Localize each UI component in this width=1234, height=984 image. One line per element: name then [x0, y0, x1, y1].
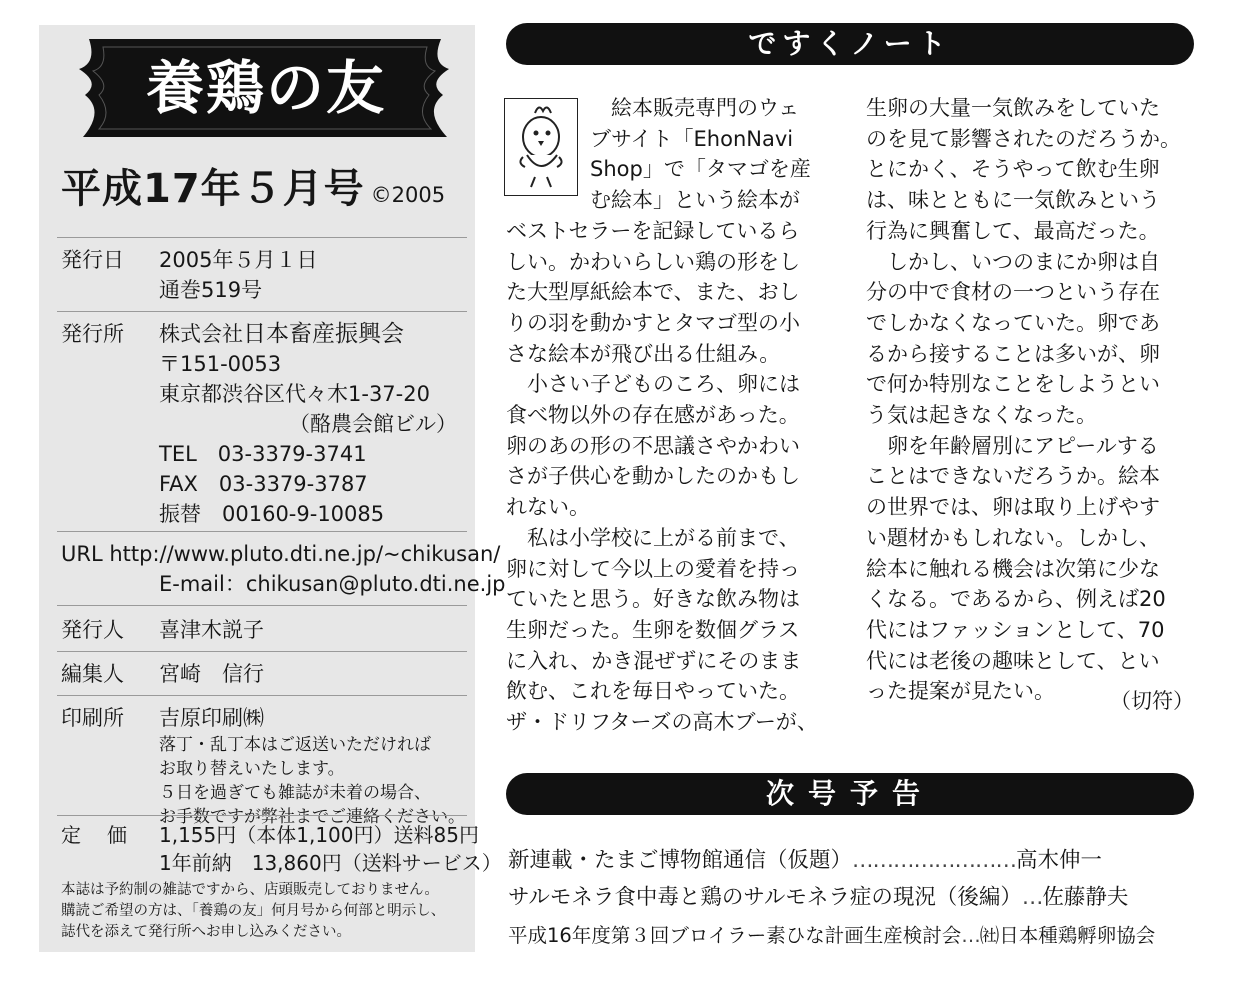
- issuer-name: 喜津木説子: [159, 618, 264, 642]
- return-note-3: ５日を過ぎても雑誌が未着の場合、: [159, 783, 431, 803]
- article-line: 卵を年齢層別にアピールする: [887, 433, 1159, 458]
- article-line: 生卵の大量一気飲みをしていた: [866, 96, 1160, 120]
- article-line: くなる。であるから、例えば20: [866, 587, 1166, 612]
- article-column-1: [506, 93, 818, 738]
- url-link[interactable]: URL http://www.pluto.dti.ne.jp/~chikusan/: [61, 542, 501, 566]
- phone: TEL 03-3379-3741: [159, 442, 367, 466]
- article-line: 小さい子どものころ、卵には: [527, 372, 800, 397]
- article-line: 食べ物以外の存在感があった。: [506, 403, 800, 428]
- company-name: 日本畜産振興会: [243, 321, 404, 347]
- article-line: れない。: [506, 495, 590, 520]
- article-line: 行為に興奮して、最高だった。: [866, 218, 1160, 243]
- price-value: [159, 821, 502, 877]
- printer-label: 印刷所: [61, 706, 124, 730]
- publisher-value: [159, 319, 457, 529]
- magazine-title: 養鶏の友: [145, 54, 386, 122]
- preview-item-title: 平成16年度第３回ブロイラー素ひな計画生産検討会: [508, 924, 962, 947]
- single-price: 1,155円（本体1,100円）送料85円: [159, 823, 479, 847]
- article-line: りの羽を動かすとタマゴ型の小: [506, 310, 800, 335]
- masthead: [71, 33, 459, 145]
- editor-label: 編集人: [61, 662, 124, 686]
- volume-number: 通巻519号: [159, 278, 263, 302]
- article-line: は、味とともに一気飲みという: [866, 188, 1160, 213]
- subscription-note: [61, 880, 471, 943]
- issue-line: [61, 165, 445, 213]
- article-line: 絵本販売専門のウェ: [611, 96, 800, 120]
- article-line: 私は小学校に上がる前まで、: [527, 525, 800, 550]
- preview-item: [508, 846, 1102, 876]
- colophon-panel: [39, 25, 506, 952]
- divider: [57, 605, 467, 606]
- preview-item-leader: …: [961, 924, 980, 947]
- footnote-line-1: 本誌は予約制の雑誌ですから、店頭販売しておりません。: [61, 882, 439, 898]
- preview-title-banner: 次号予告: [506, 773, 1194, 815]
- article-line: しい。かわいらしい鶏の形をし: [506, 249, 800, 274]
- preview-item-leader: ……………………: [852, 848, 1017, 873]
- preview-item-author: 高木伸一: [1016, 848, 1103, 873]
- preview-item-title: 新連載・たまご博物館通信（仮題）: [508, 848, 853, 873]
- preview-item-author: ㈳日本種鶏孵卵協会: [979, 924, 1156, 947]
- article-line: ていたと思う。好きな飲み物は: [506, 587, 800, 612]
- annual-price: 1年前納 13,860円（送料サービス）: [159, 851, 502, 875]
- column-title-banner: ですくノート: [506, 23, 1194, 65]
- article-line: さな絵本が飛び出る仕組み。: [506, 341, 781, 366]
- article-line: の世界では、卵は取り上げやす: [866, 495, 1160, 520]
- divider: [57, 815, 467, 816]
- article-line: ブサイト「EhonNavi: [590, 126, 794, 151]
- publisher-name: [159, 319, 457, 349]
- article-line: とにかく、そうやって飲む生卵: [866, 157, 1160, 182]
- fax: FAX 03-3379-3787: [159, 472, 368, 496]
- issuer-label: 発行人: [61, 618, 124, 642]
- building: （酪農会館ビル）: [289, 412, 457, 436]
- preview-item-title: サルモネラ食中毒と鶏のサルモネラ症の現況（後編）: [508, 885, 1022, 910]
- article-line: ベストセラーを記録しているら: [506, 218, 800, 243]
- preview-item: [508, 883, 1128, 913]
- transfer-account: 振替 00160-9-10085: [159, 502, 385, 526]
- issue-date-value: [159, 245, 317, 305]
- article-line: ザ・ドリフターズの高木ブーが、: [506, 710, 818, 735]
- article-line: た大型厚紙絵本で、また、おし: [506, 280, 800, 305]
- article-line: るから接することは多いが、卵: [866, 341, 1160, 366]
- return-note-2: お取り替えいたします。: [159, 759, 345, 779]
- article-line: ことはできないだろうか。絵本: [866, 464, 1160, 489]
- article-line: 飲む、これを毎日やっていた。: [506, 679, 800, 704]
- article-column-2: [866, 93, 1181, 707]
- article-line: 代には老後の趣味として、とい: [866, 648, 1160, 673]
- return-note-4: お手数ですが弊社までご連絡ください。: [159, 807, 465, 827]
- copyright: ©2005: [370, 183, 446, 207]
- printer-name: 吉原印刷㈱: [159, 706, 264, 730]
- article-line: 絵本に触れる機会は次第に少な: [866, 556, 1160, 581]
- article-line: 代にはファッションとして、70: [866, 617, 1165, 642]
- divider: [57, 651, 467, 652]
- email-link[interactable]: E-mail：chikusan@pluto.dti.ne.jp: [159, 572, 506, 596]
- footnote-line-3: 誌代を添えて発行所へお申し込みください。: [61, 924, 351, 940]
- address: 東京都渋谷区代々木1-37-20: [159, 382, 430, 406]
- article-line: 生卵だった。生卵を数個グラス: [506, 617, 800, 642]
- issue-date: 平成17年５月号: [61, 166, 365, 212]
- article-line: 卵に対して今以上の愛着を持っ: [506, 556, 800, 581]
- preview-item-author: 佐藤静夫: [1042, 885, 1129, 910]
- company-prefix: 株式会社: [159, 322, 243, 346]
- printer-value: [159, 703, 465, 829]
- divider: [57, 531, 467, 532]
- article-line: に入れ、かき混ぜずにそのまま: [506, 648, 802, 673]
- article-line: しかし、いつのまにか卵は自: [887, 249, 1160, 274]
- article-line: でしかなくなっていた。卵であ: [866, 310, 1160, 335]
- article-line: い題材かもしれない。しかし、: [866, 525, 1160, 550]
- editor-name: 宮崎 信行: [159, 662, 264, 686]
- return-note-1: 落丁・乱丁本はご返送いただければ: [159, 735, 431, 755]
- article-line: で何か特別なことをしようとい: [866, 372, 1160, 397]
- article-line: む絵本」という絵本が: [590, 188, 800, 213]
- divider: [57, 237, 467, 238]
- article-line: う気は起きなくなった。: [866, 403, 1097, 428]
- article-line: のを見て影響されたのだろうか。: [866, 126, 1181, 151]
- article-line: さが子供心を動かしたのかもし: [506, 464, 800, 489]
- divider: [57, 695, 467, 696]
- postal-code: 〒151-0053: [159, 352, 282, 376]
- article-line: Shop」で「タマゴを産: [590, 157, 811, 182]
- footnote-line-2: 購読ご希望の方は、「養鶏の友」何月号から何部と明示し、: [61, 903, 446, 919]
- article-line: った提案が見たい。: [866, 679, 1055, 704]
- publisher-label: 発行所: [61, 322, 124, 346]
- article-line: 分の中で食材の一つという存在: [866, 280, 1160, 305]
- issue-date-label: 発行日: [61, 248, 124, 272]
- publish-date: 2005年５月１日: [159, 248, 318, 272]
- preview-item-leader: …: [1021, 885, 1043, 910]
- author-name: （切符）: [1110, 689, 1194, 713]
- preview-item: [508, 921, 1155, 951]
- article-line: 卵のあの形の不思議さやかわい: [506, 433, 800, 458]
- price-label: 定価: [61, 823, 153, 847]
- divider: [57, 311, 467, 312]
